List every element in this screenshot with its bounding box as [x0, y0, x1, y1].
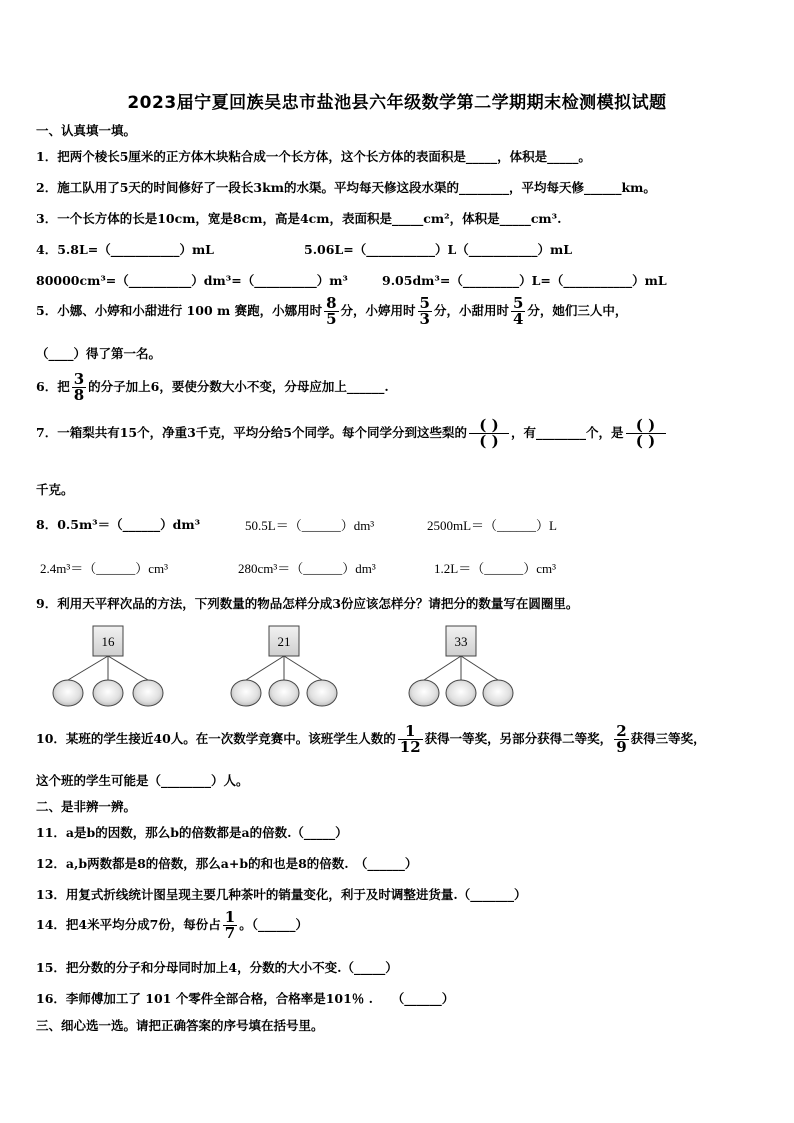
question-1: 1．把两个棱长5厘米的正方体木块粘合成一个长方体，这个长方体的表面积是_____，体积是_____。: [36, 149, 591, 164]
section-heading-3: 三、细心选一选。请把正确答案的序号填在括号里。: [36, 1018, 324, 1033]
answer-circle[interactable]: [446, 680, 476, 706]
question-8d: 2.4m³＝（______）cm³: [40, 561, 169, 576]
answer-circle[interactable]: [409, 680, 439, 706]
box-21-label: 21: [277, 634, 291, 649]
question-10-line2: 这个班的学生可能是（________）人。: [36, 773, 249, 788]
question-8b: 50.5L＝（______）dm³: [245, 518, 375, 533]
answer-circle[interactable]: [53, 680, 83, 706]
question-3: 3．一个长方体的长是10cm，宽是8cm，高是4cm，表面积是_____cm²，体积是_____cm³.: [36, 211, 562, 226]
question-8e: 280cm³＝（______）dm³: [238, 561, 376, 576]
answer-circle[interactable]: [133, 680, 163, 706]
question-16: 16．李师傅加工了 101 个零件全部合格，合格率是101％ . （______）: [36, 991, 455, 1006]
fraction-blank-2: $\frac{( )}{( )}$: [626, 418, 666, 449]
box-16-label: 16: [101, 634, 115, 649]
answer-circle[interactable]: [269, 680, 299, 706]
question-14: 14．把4米平均分成7份，每份占 $\frac{1}{7}$ 。（______）: [36, 908, 308, 942]
diagram-33: [409, 626, 513, 706]
question-5-text-b: 分，小婷用时: [340, 303, 416, 318]
diagram-16: [53, 626, 163, 706]
fraction-5-3: $\frac{5}{3}$: [419, 294, 430, 328]
question-5-line2: （____）得了第一名。: [36, 346, 162, 361]
fraction-blank-1: $\frac{( )}{( )}$: [469, 418, 509, 449]
question-6: 6．把 $\frac{3}{8}$ 的分子加上6，要使分数大小不变，分母应加上______.: [36, 370, 389, 404]
question-4b: 5.06L=（___________）L（___________）mL: [304, 242, 573, 257]
question-8c: 2500mL＝（______）L: [427, 518, 557, 533]
question-4a: 4．5.8L=（___________）mL: [36, 242, 214, 257]
fraction-8-5: $\frac{8}{5}$: [326, 294, 337, 328]
question-5: [36, 296, 627, 327]
question-11: 11．a是b的因数，那么b的倍数都是a的倍数.（_____）: [36, 825, 348, 840]
question-5-text-d: 分，她们三人中，: [527, 303, 628, 318]
question-7: 7．一箱梨共有15个，净重3千克，平均分给5个同学。每个同学分到这些梨的 $\frac{( )}{( )}$ ，有________个，是 $\frac{( )}{( )}$: [36, 418, 668, 449]
answer-circle[interactable]: [307, 680, 337, 706]
answer-circle[interactable]: [483, 680, 513, 706]
question-4d: 9.05dm³=（_________）L=（___________）mL: [382, 273, 667, 288]
fraction-1-7: $\frac{1}{7}$: [224, 908, 236, 942]
question-8a: 8．0.5m³＝（______）dm³: [36, 517, 201, 532]
question-8f: 1.2L＝（______）cm³: [434, 561, 556, 576]
fraction-5-4: $\frac{5}{4}$: [512, 294, 524, 328]
question-4c: 80000cm³=（__________）dm³=（__________）m³: [36, 273, 348, 288]
page-title: 2023届宁夏回族吴忠市盐池县六年级数学第二学期期末检测模拟试题: [127, 93, 667, 113]
question-12: 12．a,b两数都是8的倍数，那么a+b的和也是8的倍数. （______）: [36, 856, 418, 871]
fraction-2-9: $\frac{2}{9}$: [616, 722, 627, 756]
question-5-text-c: 分，小甜用时: [433, 303, 509, 318]
question-10: 10．某班的学生接近40人。在一次数学竞赛中。该班学生人数的 $\frac{1}{12}$ 获得一等奖，另部分获得二等奖， $\frac{2}{9}$ 获得三等奖，: [36, 722, 706, 756]
fraction-3-8: $\frac{3}{8}$: [73, 370, 85, 404]
fraction-1-12: $\frac{1}{12}$: [399, 722, 421, 756]
question-7-line2: 千克。: [36, 482, 74, 497]
diagram-21: [231, 626, 337, 706]
section-heading-1: 一、认真填一填。: [36, 123, 137, 138]
question-5-text-a: 5．小娜、小婷和小甜进行 100 m 赛跑，小娜用时: [36, 303, 323, 318]
question-15: 15．把分数的分子和分母同时加上4，分数的大小不变.（_____）: [36, 960, 398, 975]
question-2: 2．施工队用了5天的时间修好了一段长3km的水渠。平均每天修这段水渠的________，平均每天修______km。: [36, 180, 656, 195]
division-diagrams: [40, 622, 540, 712]
section-heading-2: 二、是非辨一辨。: [36, 799, 137, 814]
box-33-label: 33: [454, 634, 468, 649]
answer-circle[interactable]: [93, 680, 123, 706]
answer-circle[interactable]: [231, 680, 261, 706]
question-13: 13．用复式折线统计图呈现主要几种茶叶的销量变化，利于及时调整进货量.（_______）: [36, 887, 527, 902]
question-9: 9．利用天平秤次品的方法，下列数量的物品怎样分成3份应该怎样分？请把分的数量写在圆圈里。: [36, 596, 579, 611]
